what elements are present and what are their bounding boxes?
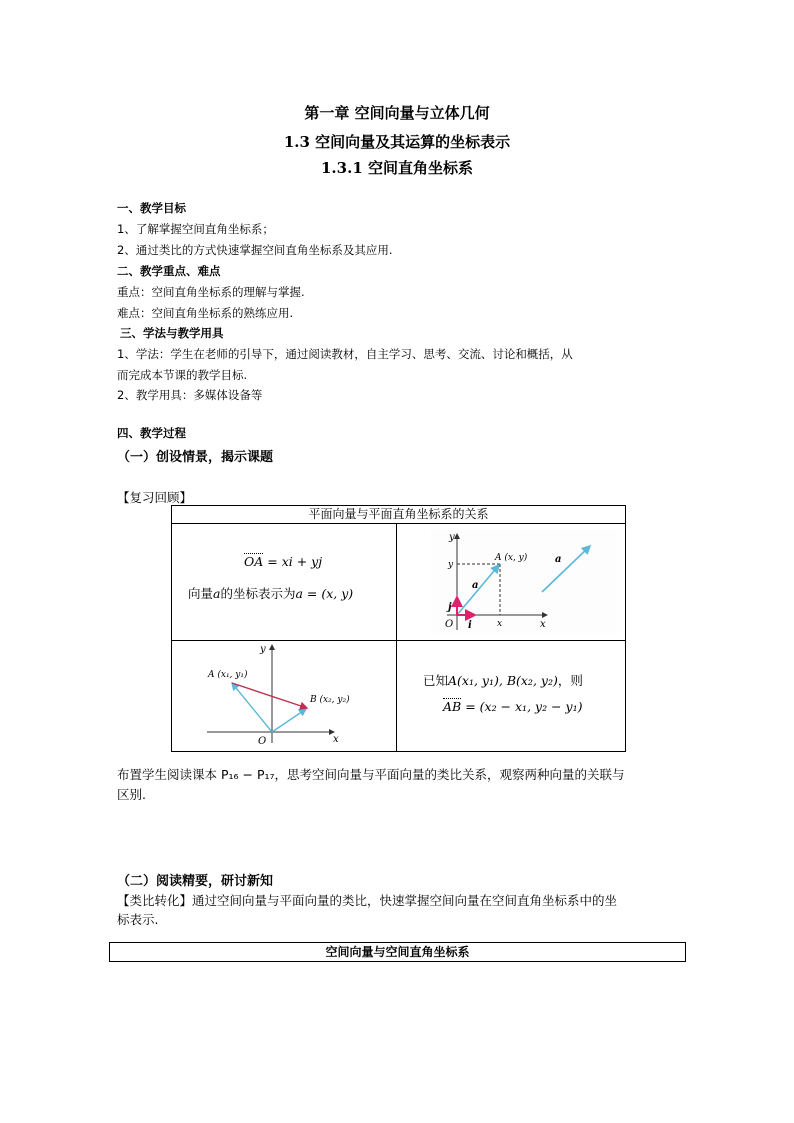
part1-heading: （一）创设情景，揭示课题 (117, 450, 274, 465)
graph1-x-label: x (540, 619, 546, 630)
graph1-origin: O (445, 619, 454, 630)
goals-heading: 一、教学目标 (117, 201, 186, 215)
graph1-y-tick: y (448, 560, 454, 570)
graph1-y-label: y (449, 532, 455, 543)
keypoint-item: 重点：空间直角坐标系的理解与掌握. (117, 285, 305, 299)
graph1-point-a: A (x, y) (495, 553, 528, 563)
formula-ab: AB = (x₂ − x₁, y₂ − y₁) (443, 699, 583, 714)
vector-ab (232, 683, 307, 708)
graph2-point-b: B (x₂, y₂) (310, 695, 350, 705)
section-bar-title: 空间向量与空间直角坐标系 (109, 942, 686, 962)
subsection-title: 1.3.1 空间直角坐标系 (321, 159, 473, 177)
process-heading: 四、教学过程 (117, 426, 186, 440)
table-caption: 平面向量与平面直角坐标系的关系 (172, 506, 626, 524)
methods-heading: 三、学法与教学用具 (120, 326, 224, 340)
section-title: 1.3 空间向量及其运算的坐标表示 (283, 133, 511, 151)
graph2-origin: O (258, 736, 267, 747)
goal-item: 2、通过类比的方式快速掌握空间直角坐标系及其应用. (117, 243, 393, 257)
formula-oa: OA = xi + yj (244, 554, 323, 569)
analogy-line-1: 【类比转化】通过空间向量与平面向量的类比，快速掌握空间向量在空间直角坐标系中的坐 (117, 893, 618, 908)
goal-item: 1、了解掌握空间直角坐标系； (117, 222, 274, 236)
graph2-y-label: y (260, 644, 266, 655)
graph-cell-2 (172, 641, 397, 752)
analogy-line-2: 标表示. (117, 912, 159, 927)
keypoints-heading: 二、教学重点、难点 (117, 264, 221, 278)
formula-cell-2 (397, 641, 626, 752)
formula-coordinate: 向量a的坐标表示为a = (x, y) (188, 586, 354, 601)
part2-heading: （二）阅读精要，研讨新知 (117, 874, 274, 889)
keypoint-item: 难点：空间直角坐标系的熟练应用. (117, 306, 294, 320)
method-item: 2、教学用具：多媒体设备等 (117, 388, 263, 402)
graph-cell-1 (397, 524, 626, 641)
graph2-point-a: A (x₁, y₁) (208, 670, 248, 680)
chapter-title: 第一章 空间向量与立体几何 (304, 104, 490, 122)
graph1-x-tick: x (497, 619, 503, 629)
reading-line-1: 布置学生阅读课本 P₁₆ − P₁₇，思考空间向量与平面向量的类比关系，观察两种向量的关联与 (117, 767, 625, 782)
method-item: 1、学法：学生在老师的引导下，通过阅读教材，自主学习、思考、交流、讨论和概括，从 (117, 347, 573, 361)
graph1-i-label: i (468, 620, 472, 631)
method-item: 而完成本节课的教学目标. (117, 368, 248, 382)
formula-cell (172, 524, 397, 641)
graph1-free-vector-label: a (555, 554, 562, 565)
formula-points: 已知A(x₁, y₁), B(x₂, y₂)，则 (423, 673, 583, 688)
reading-line-2: 区别. (117, 787, 146, 802)
plane-vector-graph (397, 524, 625, 636)
review-label: 【复习回顾】 (117, 490, 193, 505)
graph2-x-label: x (333, 734, 339, 745)
vector-ob (272, 709, 306, 732)
graph1-vector-a-label: a (472, 580, 479, 591)
two-point-graph (172, 641, 396, 747)
comparison-table (171, 505, 626, 752)
graph1-j-label: j (448, 602, 452, 613)
